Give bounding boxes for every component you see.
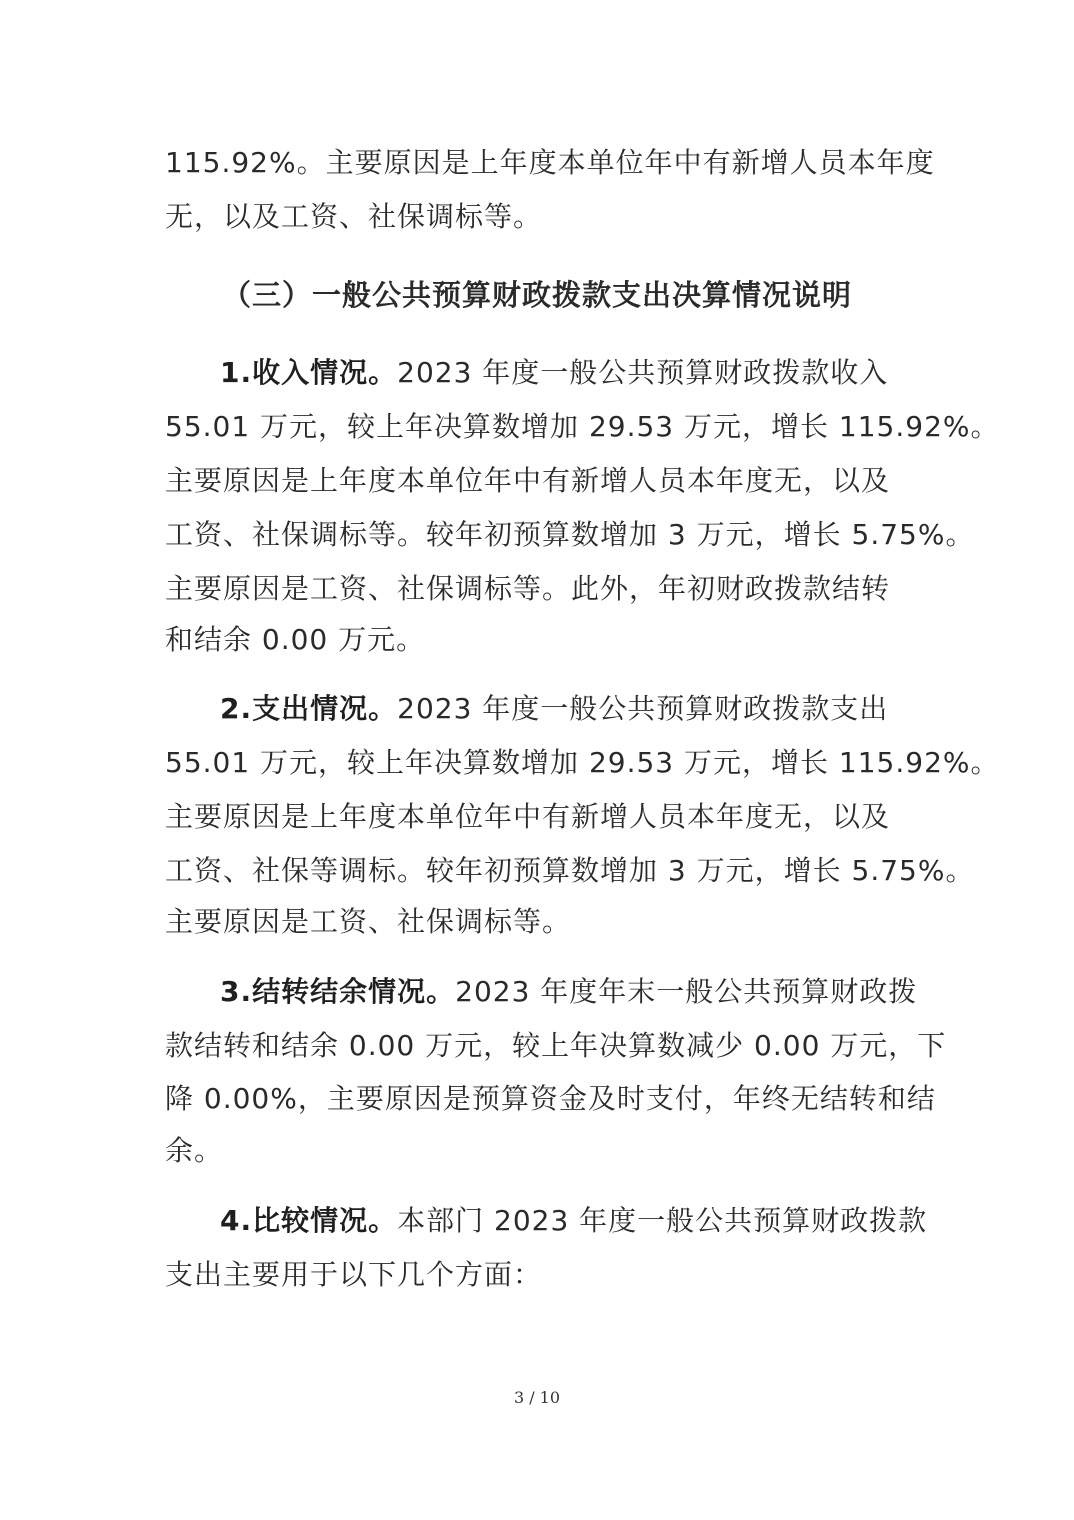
paragraph-lead: 3.结转结余情况。 <box>220 975 456 1008</box>
paragraph-text: 2023 年度一般公共预算财政拨款收入 <box>397 356 889 389</box>
paragraph-text: 本部门 2023 年度一般公共预算财政拨款 <box>397 1204 928 1237</box>
paragraph-line: 主要原因是工资、社保调标等。 <box>165 905 572 938</box>
paragraph-line: 55.01 万元，较上年决算数增加 29.53 万元，增长 115.92%。 <box>165 410 1000 443</box>
paragraph-first-line <box>220 689 888 729</box>
paragraph-first-line <box>220 972 917 1012</box>
section-heading: （三）一般公共预算财政拨款支出决算情况说明 <box>222 278 853 312</box>
paragraph-line: 工资、社保调标等。较年初预算数增加 3 万元，增长 5.75%。 <box>165 518 975 551</box>
paragraph-first-line <box>220 1201 927 1241</box>
paragraph-line: 降 0.00%，主要原因是预算资金及时支付，年终无结转和结 <box>165 1082 936 1115</box>
paragraph-first-line <box>220 353 888 393</box>
paragraph-line: 工资、社保等调标。较年初预算数增加 3 万元，增长 5.75%。 <box>165 854 975 887</box>
paragraph-lead: 4.比较情况。 <box>220 1204 398 1237</box>
paragraph-line: 余。 <box>165 1134 224 1167</box>
paragraph-text: 2023 年度年末一般公共预算财政拨 <box>455 975 918 1008</box>
paragraph-lead: 2.支出情况。 <box>220 692 398 725</box>
page-number: 3 / 10 <box>513 1388 561 1407</box>
paragraph-line: 主要原因是上年度本单位年中有新增人员本年度无，以及 <box>165 464 891 497</box>
paragraph-line: 主要原因是工资、社保调标等。此外，年初财政拨款结转 <box>165 572 891 605</box>
paragraph-line: 支出主要用于以下几个方面： <box>165 1258 543 1291</box>
paragraph-line: 55.01 万元，较上年决算数增加 29.53 万元，增长 115.92%。 <box>165 746 1000 779</box>
paragraph-text: 2023 年度一般公共预算财政拨款支出 <box>397 692 889 725</box>
continuation-line-1: 115.92%。主要原因是上年度本单位年中有新增人员本年度 <box>165 146 935 179</box>
paragraph-line: 主要原因是上年度本单位年中有新增人员本年度无，以及 <box>165 800 891 833</box>
continuation-line-2: 无，以及工资、社保调标等。 <box>165 200 543 233</box>
paragraph-line: 和结余 0.00 万元。 <box>165 623 426 656</box>
paragraph-lead: 1.收入情况。 <box>220 356 398 389</box>
paragraph-line: 款结转和结余 0.00 万元，较上年决算数减少 0.00 万元，下 <box>165 1029 947 1062</box>
